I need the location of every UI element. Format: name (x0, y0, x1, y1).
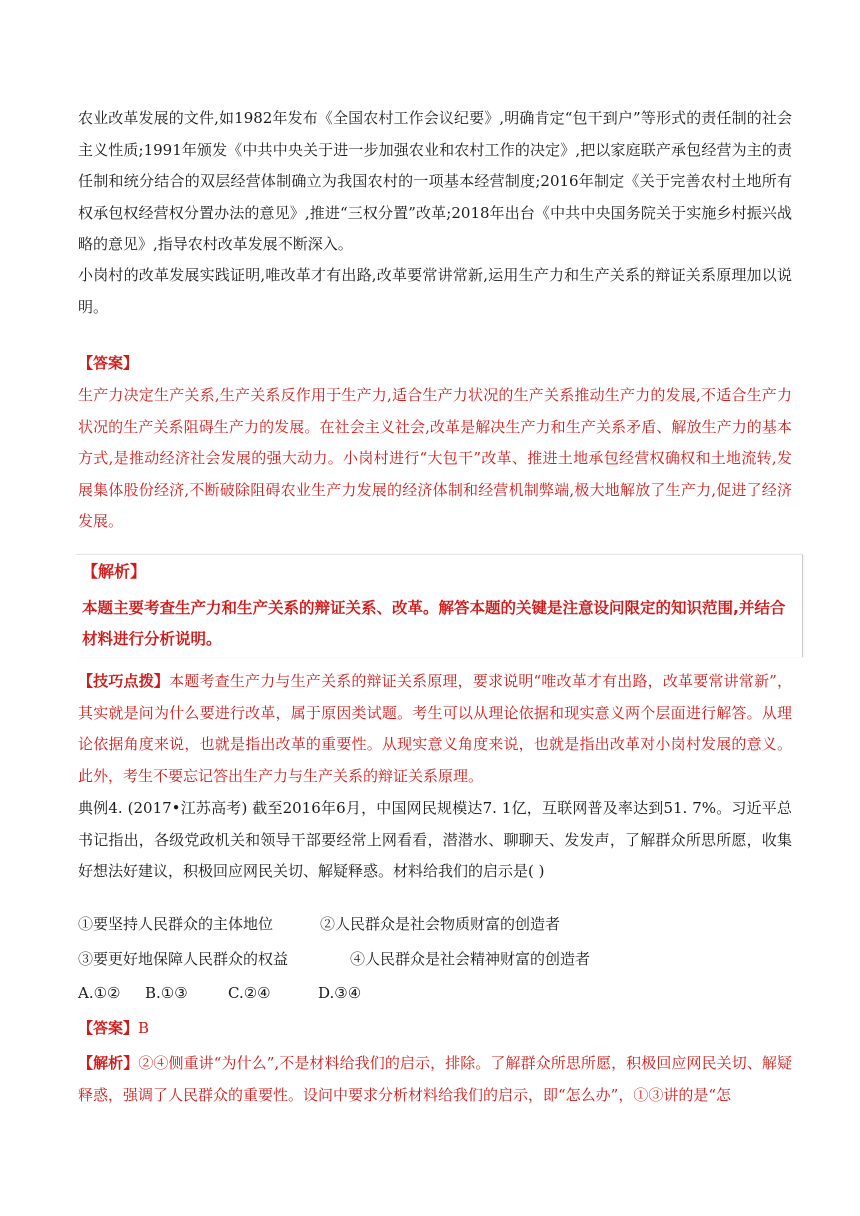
analysis-paragraph-2 (78, 1048, 792, 1111)
analysis-box (76, 554, 803, 657)
analysis-tag: 【解析】 (82, 562, 147, 581)
material-paragraph: 农业改革发展的文件,如1982年发布《全国农村工作会议纪要》,明确肯定“包干到户”等形式的责任制的社会主义性质;1991年颁发《中共中央关于进一步加强农业和农村工作的决定》,把以家庭联产承包经营为主的责任制和统分结合的双层经营体制确立为我国农村的一项基本经营制度;2016年制定《关于完善农村土地所有权承包权经营权分置办法的意见》,推进“三权分置”改革;2018年出台《中共中央国务院关于实施乡村振兴战略的意见》,指导农村改革发展不断深入。 (78, 109, 792, 253)
answer-value: B (138, 1019, 150, 1037)
analysis-tag-2: 【解析】 (78, 1054, 139, 1072)
answer-tag: 【答案】 (78, 354, 139, 372)
tip-tag: 【技巧点拨】 (78, 672, 170, 690)
example-question: 典例4. (2017•江苏高考) 截至2016年6月，中国网民规模达7. 1亿，互联网普及率达到51. 7%。习近平总书记指出，各级党政机关和领导干部要经常上网看看，潜潜水、聊聊天、发发声，了解群众所思所愿，收集好想法好建议，积极回应网民关切、解疑释惑。材料给我们的启示是( ) (78, 799, 792, 880)
choice-b: B.①③ (145, 984, 188, 1002)
answer-label-1 (78, 348, 792, 380)
answer-paragraph-2 (78, 1013, 792, 1045)
choice-d: D.③④ (318, 984, 362, 1002)
option-3: ③要更好地保障人民群众的权益 (78, 950, 289, 968)
tip-text: 本题考查生产力与生产关系的辩证关系原理，要求说明“唯改革才有出路，改革要常讲常新”，其实就是问为什么要进行改革，属于原因类试题。考生可以从理论依据和现实意义两个层面进行解答。从理论依据角度来说，也就是指出改革的重要性。从现实意义角度来说，也就是指出改革对小岗村发展的意义。此外，考生不要忘记答出生产力与生产关系的辩证关系原理。 (78, 672, 792, 785)
option-2: ②人民群众是社会物质财富的创造者 (320, 915, 561, 933)
question-paragraph: 小岗村的改革发展实践证明,唯改革才有出路,改革要常讲常新,运用生产力和生产关系的辩证关系原理加以说明。 (78, 266, 792, 316)
tip-paragraph (78, 666, 792, 792)
option-1: ①要坚持人民群众的主体地位 (78, 915, 274, 933)
analysis-paragraph: 本题主要考查生产力和生产关系的辩证关系、改革。解答本题的关键是注意设问限定的知识范围,并结合材料进行分析说明。 (82, 599, 786, 648)
answer-paragraph-1: 生产力决定生产关系,生产关系反作用于生产力,适合生产力状况的生产关系推动生产力的发展,不适合生产力状况的生产关系阻碍生产力的发展。在社会主义社会,改革是解决生产力和生产关系矛盾、解放生产力的基本方式,是推动经济社会发展的强大动力。小岗村进行“大包干”改革、推进土地承包经营权确权和土地流转,发展集体股份经济,不断破除阻碍农业生产力发展的经济体制和经营机制弊端,极大地解放了生产力,促进了经济发展。 (78, 386, 792, 530)
analysis-text-2: ②④侧重讲“为什么”,不是材料给我们的启示，排除。了解群众所思所愿，积极回应网民关切、解疑释惑，强调了人民群众的重要性。设问中要求分析材料给我们的启示，即“怎么办”，①③讲的是“怎 (78, 1054, 792, 1104)
choice-c: C.②④ (228, 984, 271, 1002)
choice-a: A.①② (78, 984, 121, 1002)
answer-tag-2: 【答案】 (78, 1019, 139, 1037)
option-4: ④人民群众是社会精神财富的创造者 (350, 950, 591, 968)
